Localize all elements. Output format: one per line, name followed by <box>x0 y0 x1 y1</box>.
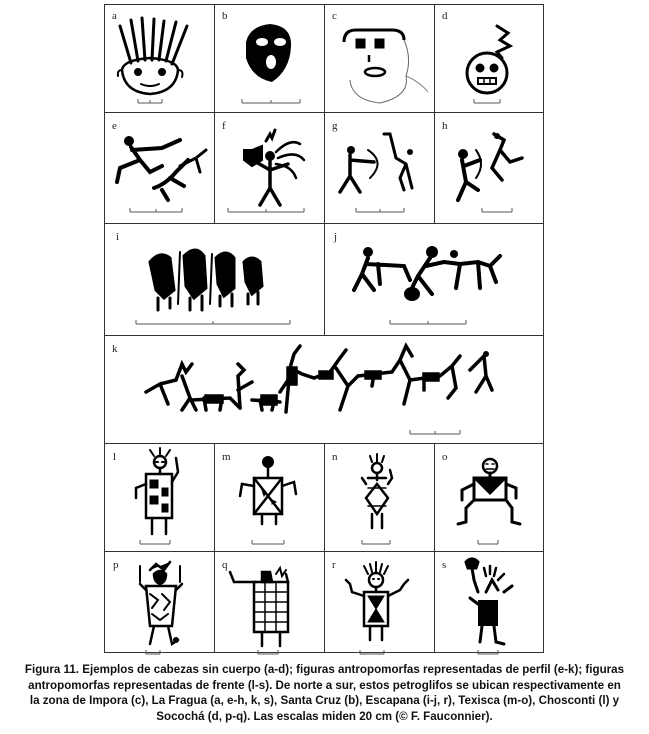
panel-label: l <box>113 451 117 463</box>
petroglyph-n <box>362 454 392 528</box>
caption-line: antropomorfas representadas de frente (l-s). De norte a sur, estos petroglifos se ubican respectivamente en <box>28 678 621 692</box>
petroglyph-l <box>136 448 178 534</box>
panel-i <box>116 231 290 324</box>
petroglyph-p <box>140 562 182 644</box>
panel-r <box>332 559 408 654</box>
petroglyph-f <box>244 130 304 205</box>
petroglyph-m <box>240 456 296 524</box>
panel-label: b <box>222 10 228 22</box>
petroglyph-s <box>466 559 512 644</box>
panel-label: h <box>442 120 448 132</box>
panel-h <box>442 120 522 212</box>
panel-label: c <box>332 10 337 22</box>
scale-bar <box>242 99 300 103</box>
petroglyph-o <box>458 459 520 524</box>
panel-label: a <box>112 10 117 22</box>
petroglyph-head-a <box>118 18 187 94</box>
panel-label: o <box>442 451 448 463</box>
panel-label: d <box>442 10 448 22</box>
panel-label: p <box>113 559 119 571</box>
panel-s <box>442 559 512 654</box>
panel-e <box>112 120 206 212</box>
petroglyph-row-i <box>150 250 262 310</box>
panel-k <box>112 343 492 434</box>
petroglyph-j <box>354 246 500 301</box>
scale-bar <box>390 320 466 324</box>
caption-line: Socochá (d, p-q). Las escalas miden 20 cm (© F. Fauconnier). <box>156 709 493 723</box>
scale-bar <box>356 208 404 212</box>
panel-d <box>442 10 510 103</box>
panel-l <box>113 448 178 544</box>
panel-label: k <box>112 343 118 355</box>
panel-g <box>332 120 413 212</box>
panel-label: i <box>116 231 120 243</box>
panel-q <box>222 559 288 654</box>
panel-label: n <box>332 451 338 463</box>
scale-bar <box>252 540 284 544</box>
petroglyph-head-d <box>467 26 510 93</box>
panel-p <box>113 559 182 654</box>
scale-bar <box>130 208 182 212</box>
panel-label: s <box>442 559 447 571</box>
panel-m <box>222 451 296 544</box>
scale-bar <box>362 540 390 544</box>
panel-label: q <box>222 559 228 571</box>
panel-label: f <box>222 120 226 132</box>
scale-bar <box>138 99 162 103</box>
scale-bar <box>478 540 498 544</box>
petroglyph-e <box>117 136 206 200</box>
petroglyph-g <box>340 134 413 192</box>
petroglyph-q <box>230 568 288 646</box>
panel-f <box>222 120 304 212</box>
scale-bar <box>474 99 500 103</box>
caption-line: la zona de Impora (c), La Fragua (a, e-h, k, s), Santa Cruz (b), Escapana (i-j, r), Texisca (m-o), Chosconti (l) y <box>29 694 620 708</box>
caption-line: Figura 11. Ejemplos de cabezas sin cuerpo (a-d); figuras antropomorfas representadas de perfil (e-k); figuras <box>24 663 625 676</box>
panel-a <box>112 10 187 103</box>
panel-c <box>332 10 428 103</box>
panel-label: g <box>332 120 338 132</box>
panel-o <box>442 451 520 544</box>
petroglyph-r <box>346 562 408 640</box>
petroglyph-head-b <box>246 24 291 82</box>
petroglyph-chain-k <box>146 346 492 412</box>
scale-bar <box>140 540 170 544</box>
panel-label: r <box>332 559 336 571</box>
scale-bar <box>228 208 304 212</box>
panel-label: m <box>222 451 231 463</box>
scale-bar <box>410 430 460 434</box>
panel-label: e <box>112 120 117 132</box>
petroglyph-h <box>458 133 522 200</box>
panel-b <box>222 10 300 103</box>
panel-j <box>333 231 500 324</box>
figure-caption <box>0 662 649 724</box>
panel-label: j <box>334 231 338 243</box>
petroglyph-head-c <box>344 30 428 103</box>
scale-bar <box>136 320 290 324</box>
scale-bar <box>482 208 512 212</box>
panel-n <box>332 451 392 544</box>
